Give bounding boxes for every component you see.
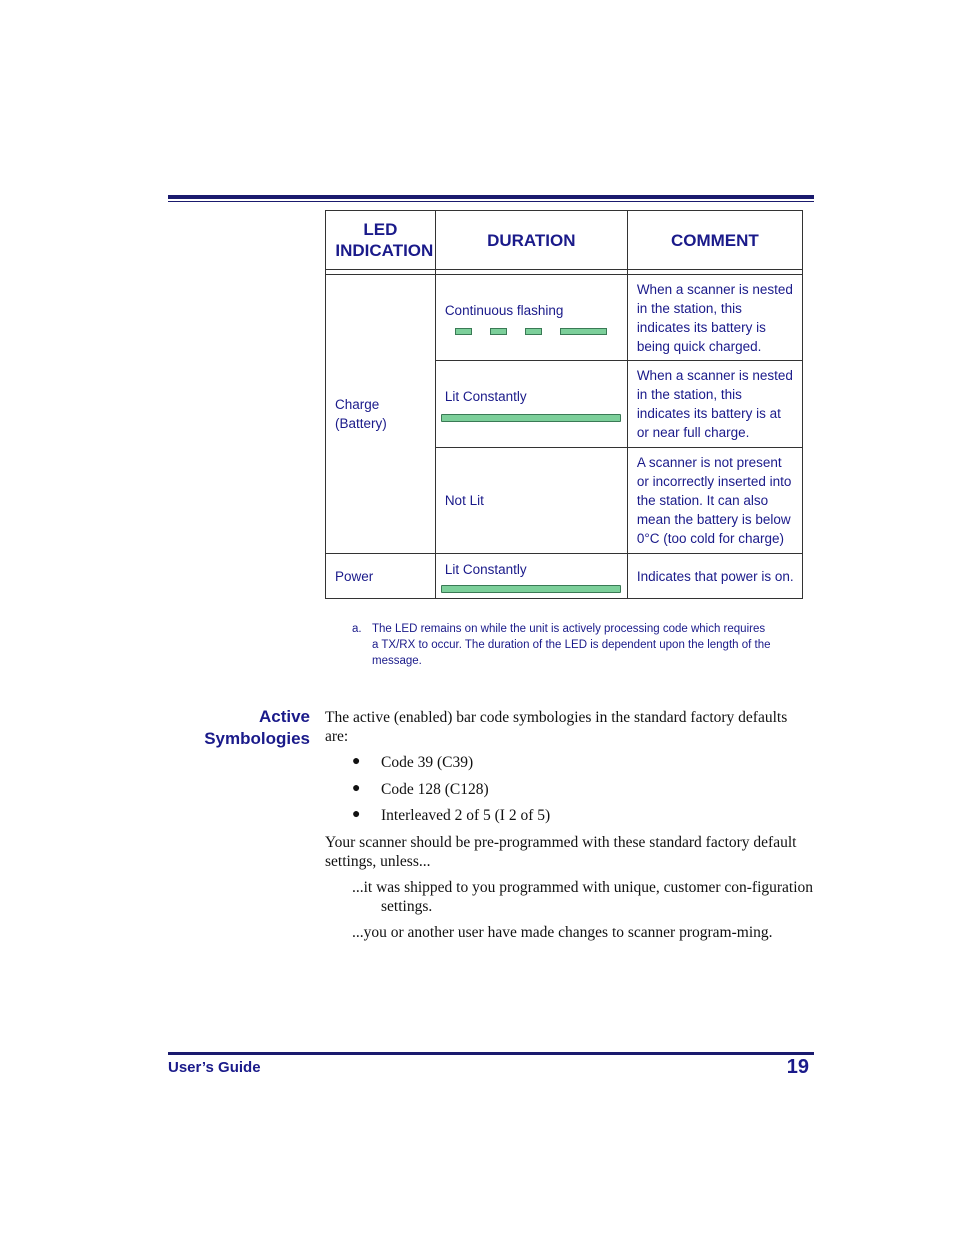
- default-settings-paragraph: Your scanner should be pre-programmed with these standard factory default settings, unless...: [325, 834, 797, 870]
- comment-text: When a scanner is nested in the station, this indicates its battery is being quick charged.: [636, 281, 793, 354]
- comment-text: When a scanner is nested in the station, this indicates its battery is at or near full charge.: [636, 368, 793, 440]
- flashing-led-icon: [445, 328, 621, 335]
- duration-text: Lit Constantly: [444, 388, 527, 404]
- duration-cell: [435, 361, 627, 448]
- table-row: [326, 275, 803, 361]
- top-rule: [168, 195, 814, 199]
- comment-text: Indicates that power is on.: [636, 568, 794, 584]
- comment-text: A scanner is not present or incorrectly inserted into the station. It can also mean the battery is below 0°C (too cold for charge): [636, 455, 792, 546]
- header-duration: DURATION: [435, 211, 627, 270]
- steady-led-icon: [441, 585, 621, 593]
- table-footnote: [352, 621, 772, 669]
- section-heading: Active Symbologies: [204, 707, 310, 748]
- page-number: 19: [786, 1056, 809, 1078]
- comment-cell: [627, 448, 802, 554]
- comment-cell: [627, 554, 802, 599]
- power-label: Power: [326, 554, 436, 599]
- footer-title: User’s Guide: [168, 1059, 261, 1076]
- bottom-rule: [168, 1052, 814, 1055]
- table-header-row: [326, 211, 803, 270]
- charge-label: Charge (Battery): [335, 397, 387, 431]
- condition-item: ...it was shipped to you programmed with unique, customer con-figuration settings.: [352, 879, 814, 915]
- led-table: [325, 210, 803, 599]
- condition-item: ...you or another user have made changes to scanner program-ming.: [352, 924, 773, 941]
- table-row: [326, 554, 803, 599]
- comment-cell: [627, 275, 802, 361]
- bullet-icon: ●: [352, 781, 361, 796]
- charge-label-cell: [326, 275, 436, 554]
- intro-paragraph: The active (enabled) bar code symbologies in the standard factory defaults are:: [325, 709, 788, 745]
- duration-text: Lit Constantly: [444, 561, 527, 577]
- bullet-icon: ●: [352, 754, 361, 769]
- header-comment: COMMENT: [627, 211, 802, 270]
- footnote-text: The LED remains on while the unit is actively processing code which requires a TX/RX to occur. The duration of the LED is dependent upon the length of the message.: [372, 623, 771, 667]
- header-led-indication: LED INDICATION: [326, 211, 436, 270]
- footnote-mark: a.: [352, 623, 362, 635]
- comment-cell: [627, 361, 802, 448]
- duration-cell: [435, 275, 627, 361]
- bullet-icon: ●: [352, 807, 361, 822]
- duration-cell: [435, 554, 627, 599]
- duration-text: Continuous flashing: [444, 302, 564, 318]
- top-rule-thin: [168, 201, 814, 202]
- steady-led-icon: [441, 414, 621, 422]
- duration-cell: [435, 448, 627, 554]
- duration-text: Not Lit: [444, 493, 484, 508]
